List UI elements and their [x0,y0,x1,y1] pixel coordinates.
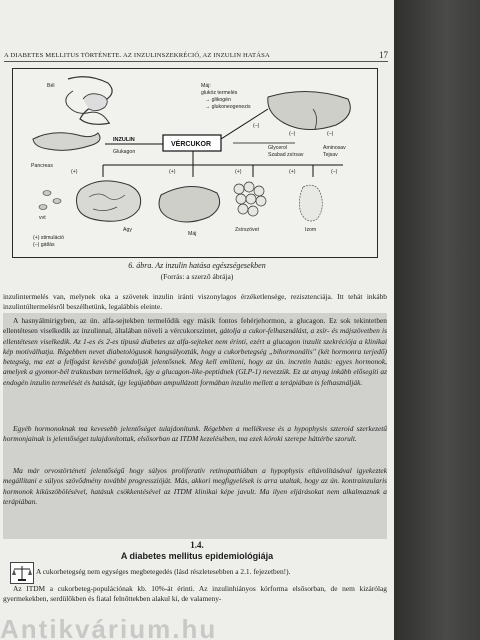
section-paragraph-1 [36,567,388,577]
p2-italic-text: gátolja a cukor-felhasználást, a zsír- és májszövetben is ellentétesen viselkedik. Az 1-es és 2-es típusú diabetes az alfa-sejteket nem érinti, ezért a glucagon inzulit szekréciója a klinikai kép motiválhatja. Régebben nevet diabetológusok hangsúlyozták, hogy a cukorbetegség „bihormonális" (két hormonra terjedő) betegség, ma ezt a felfogást kevésbé gondolják jelentősnek. Meg kell említeni, hogy az ún. incretin hatás: egyes hormonok, amelyek a gyomor-bél traktusban termelődnek, így a glucagon-like-peptidnek (GLP-1) nevezzük. Ez az anyag inkább elősegíti az endogén inzulin termelését és hatását, így legújabban ampullázott formában inzulin mellett a terápiában is felhasználják. [3,326,387,387]
sign-minus-1: (–) [253,123,260,129]
legend-stim: (+) stimuláció [33,235,64,241]
label-glikogen: → glikogén [205,97,231,103]
legend-gatlas: (–) gátlás [33,242,55,248]
sec-p1-text: A cukorbetegség nem egységes megbetegedés (lásd részletesebben a 2.1. fejezetben!). [36,567,291,576]
label-zsirszovet: Zsírszövet [235,227,259,233]
p3-text: Egyéb hormonoknak ma kevesebb jelentőséget tulajdonítunk. Régebben a mellékvese és a hypophysis szteroid szerkezetű hormonjainak is jelentőséget tulajdonítottak, elsősorban az ITDM kezelésében, ma ezek kóroki szerepe háttérbe szorult. [3,424,387,444]
sign-plus-3: (+) [235,169,242,175]
sign-plus-2: (+) [169,169,176,175]
running-header: A DIABETES MELLITUS TÖRTÉNETE. AZ INZULINSZEKRÉCIÓ, AZ INZULIN HATÁSA [4,52,388,62]
pancreas-illustration [33,133,100,151]
brain-illustration [77,181,141,221]
sec-p2-text: Az ITDM a cukorbeteg-populációnak kb. 10%-át érinti. Az inzulinhiányos kórforma elsősorban, de nem kizárólag gyermekekben, serdülőkben és fiatal felnőttekben alakul ki, de valameny- [3,584,387,604]
label-glukoz-termeles: glukóz termelés [201,90,238,96]
paragraph-4 [3,466,387,507]
paragraph-3 [3,424,387,445]
label-szabad-zsirsav: Szabad zsírsav [268,152,304,158]
label-pancreas: Pancreas [31,163,53,169]
label-glukoneogenezis: → glukoneogenezis [205,104,251,110]
label-maj: Máj [188,231,197,237]
sign-minus-4: (–) [331,169,338,175]
sign-minus-2: (–) [289,131,296,137]
page-number: 17 [379,50,388,60]
paragraph-2 [3,316,387,388]
liver-top-illustration [268,91,350,129]
insulin-effect-diagram [13,69,377,257]
p4-text: Ma már orvostörténeti jelentőségű hogy súlyos proliferatív retinopathiában a hypophysis eltávolításával igyekeztek megállítani e súlyos szövődmény további progresszióját. Más, akkori megfigyelések is arra utaltak, hogy az ún. kontrainzularis hormonok kiküszöbölésével, hatásuk csökkentésével az ITDM klinikai képe javult. Ma ilyen eljárásokat nem alkalmaznak a terápiában. [3,466,387,506]
label-inzulin: INZULIN [113,137,135,143]
scale-icon [10,562,34,584]
paragraph-1 [3,292,387,313]
liver-bottom-illustration [159,186,220,222]
label-izom: Izom [305,227,317,233]
sign-plus-4: (+) [289,169,296,175]
section-title: A diabetes mellitus epidemiológiája [120,551,274,561]
adipose-illustration [234,182,266,216]
section-paragraph-2 [3,584,387,605]
label-bel: Bél [47,83,55,89]
p2-text: A hasnyálmirigyben, az ún. alfa-sejtekben termelődik egy másik fontos fehérjehormon, a glucagon. Ez sok tekintetben ellentétesen viselkedik az inzulinnal, általában növeli a vércukorszintet, [3,316,387,336]
label-vercukor: VÉRCUKOR [171,141,212,148]
sign-plus-1: (+) [71,169,78,175]
label-maj-top: Máj: [201,83,211,89]
watermark: Antikvárium.hu [0,614,218,640]
intestine-illustration [66,77,112,125]
book-edge [394,0,480,640]
rbc-illustration [39,191,61,210]
label-agy: Agy [123,227,132,233]
label-aminosav: Aminosav [323,145,346,151]
figure-caption: 6. ábra. Az inzulin hatása egészségesekben [128,261,266,270]
label-vvt: vvt [39,215,46,221]
figure-diagram [12,68,378,258]
label-tejsav: Tejsav [323,152,338,158]
label-glukagon: Glukagon [113,149,136,155]
p1-text: inzulintermelés van, melynek oka a szövetek inzulin iránti viszonylagos érzéketlensége, rezisztenciája. Itt tehát inkább inzulintúltermelésről beszélhetünk, legalábbis eleinte. [3,292,387,312]
muscle-illustration [299,185,322,221]
sign-minus-3: (–) [327,131,334,137]
label-glycerol: Glycerol [268,145,288,151]
section-number: 1.4. [190,540,204,550]
figure-source: (Forrás: a szerző ábrája) [160,272,234,281]
